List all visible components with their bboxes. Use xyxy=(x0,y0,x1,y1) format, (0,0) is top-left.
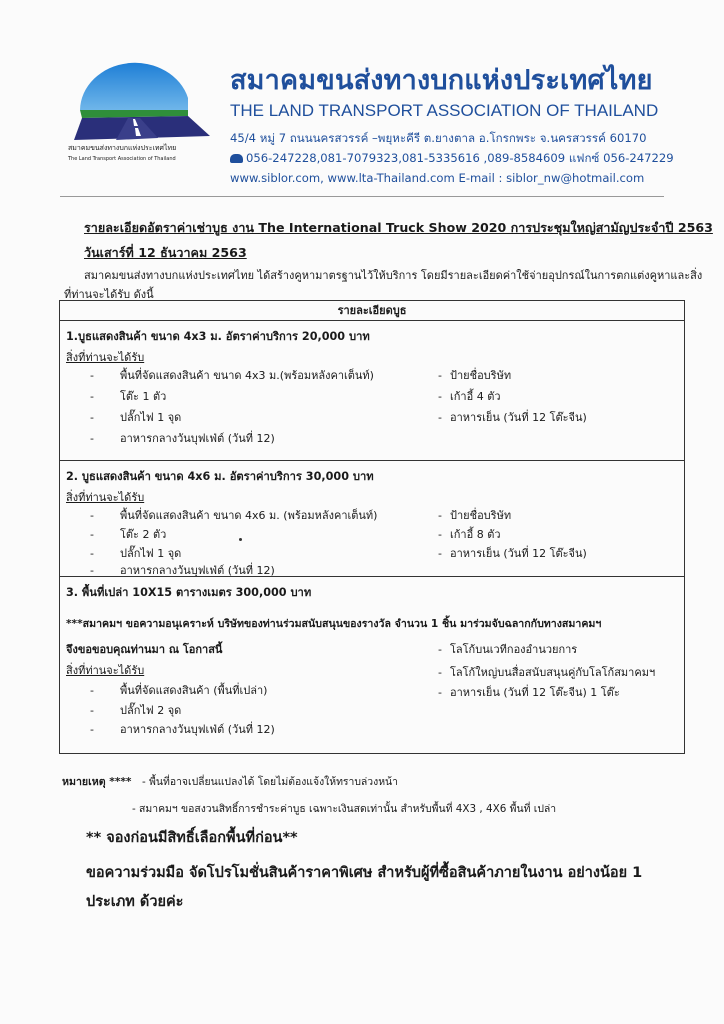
reserve-note: ** จองก่อนมีสิทธิ์เลือกพื้นที่ก่อน** xyxy=(86,830,298,846)
booth-section-1 xyxy=(59,320,685,461)
list-item: - อาหารกลางวันบุฟเฟ่ต์ (วันที่ 12) xyxy=(90,564,275,577)
scan-speck xyxy=(239,538,242,541)
phone-line xyxy=(230,150,674,168)
address: 45/4 หมู่ 7 ถนนนครสวรรค์ –พยุหะคีรี ต.ยางตาล อ.โกรกพระ จ.นครสวรรค์ 60170 xyxy=(230,131,647,145)
list-item: - พื้นที่จัดแสดงสินค้า ขนาด 4x6 ม. (พร้อมหลังคาเต็นท์) xyxy=(90,509,378,522)
doc-date: วันเสาร์ที่ 12 ธันวาคม 2563 xyxy=(84,245,247,260)
logo-text-en: The Land Transport Association of Thailand xyxy=(68,156,176,162)
org-name-en: THE LAND TRANSPORT ASSOCIATION OF THAILAND xyxy=(230,101,659,120)
list-item: - อาหารเย็น (วันที่ 12 โต๊ะจีน) xyxy=(438,547,587,560)
list-item: - โลโก้ใหญ่บนสื่อสนับสนุนคู่กับโลโก้สมาคมฯ xyxy=(438,666,656,679)
section-title: 3. พื้นที่เปล่า 10X15 ตารางเมตร 300,000 บาท xyxy=(66,586,312,599)
doc-title: รายละเอียดอัตราค่าเช่าบูธ งาน The International Truck Show 2020 การประชุมใหญ่สามัญประจำปี 2563 xyxy=(84,220,713,235)
list-item: - เก้าอี้ 8 ตัว xyxy=(438,528,501,541)
list-item: - อาหารเย็น (วันที่ 12 โต๊ะจีน) xyxy=(438,411,587,424)
web-email: www.siblor.com, www.lta-Thailand.com E-mail : siblor_nw@hotmail.com xyxy=(230,171,645,185)
intro-paragraph: สมาคมขนส่งทางบกแห่งประเทศไทย ได้สร้างคูหามาตรฐานไว้ให้บริการ โดยมีรายละเอียดค่าใช้จ่ายอุปกรณ์ในการตกแต่งคูหาและสิ่งที่ท่านจะได้รับ ดังนี้ xyxy=(64,269,703,301)
list-item: - โต๊ะ 1 ตัว xyxy=(90,390,167,403)
list-item: - ป้ายชื่อบริษัท xyxy=(438,509,512,522)
promo-line-1: ขอความร่วมมือ จัดโปรโมชั่นสินค้าราคาพิเศษ สำหรับผู้ที่ซื้อสินค้าภายในงาน อย่างน้อย 1 xyxy=(86,865,643,881)
list-item: - พื้นที่จัดแสดงสินค้า (พื้นที่เปล่า) xyxy=(90,684,268,697)
phone-numbers: 056-247228,081-7079323,081-5335616 ,089-8584609 แฟกซ์ 056-247229 xyxy=(246,151,674,165)
list-item: - พื้นที่จัดแสดงสินค้า ขนาด 4x3 ม.(พร้อมหลังคาเต็นท์) xyxy=(90,369,374,382)
benefits-label: สิ่งที่ท่านจะได้รับ xyxy=(66,491,145,504)
booth-section-3 xyxy=(59,576,685,754)
sponsor-request: ***สมาคมฯ ขอความอนุเคราะห์ บริษัทของท่านร่วมสนับสนุนของรางวัล จำนวน 1 ชิ้น มาร่วมจับฉลากกับทางสมาคมฯ xyxy=(66,618,602,630)
note-label: หมายเหตุ **** xyxy=(62,776,132,788)
benefits-label: สิ่งที่ท่านจะได้รับ xyxy=(66,351,145,364)
booth-section-2 xyxy=(59,460,685,577)
list-item: - ปลั๊กไฟ 2 จุด xyxy=(90,704,182,717)
thanks-text: จึงขอขอบคุณท่านมา ณ โอกาสนี้ xyxy=(66,643,223,656)
promo-line-2: ประเภท ด้วยค่ะ xyxy=(86,894,184,910)
association-logo xyxy=(60,58,220,168)
phone-icon xyxy=(230,154,243,163)
header-divider xyxy=(60,196,664,197)
list-item: - อาหารเย็น (วันที่ 12 โต๊ะจีน) 1 โต๊ะ xyxy=(438,686,620,699)
table-header: รายละเอียดบูธ xyxy=(59,300,685,321)
section-title: 2. บูธแสดงสินค้า ขนาด 4x6 ม. อัตราค่าบริการ 30,000 บาท xyxy=(66,470,374,483)
list-item: - เก้าอี้ 4 ตัว xyxy=(438,390,501,403)
section-title: 1.บูธแสดงสินค้า ขนาด 4x3 ม. อัตราค่าบริการ 20,000 บาท xyxy=(66,330,370,343)
note-2: - สมาคมฯ ขอสงวนสิทธิ์การชำระค่าบูธ เฉพาะเงินสดเท่านั้น สำหรับพื้นที่ 4X3 , 4X6 พื้นที่ เปล่า xyxy=(132,803,557,815)
list-item: - ปลั๊กไฟ 1 จุด xyxy=(90,547,182,560)
note-1: - พื้นที่อาจเปลี่ยนแปลงได้ โดยไม่ต้องแจ้งให้ทราบล่วงหน้า xyxy=(142,776,398,788)
benefits-label: สิ่งที่ท่านจะได้รับ xyxy=(66,664,145,677)
list-item: - ปลั๊กไฟ 1 จุด xyxy=(90,411,182,424)
list-item: - อาหารกลางวันบุฟเฟ่ต์ (วันที่ 12) xyxy=(90,432,275,445)
logo-text-th: สมาคมขนส่งทางบกแห่งประเทศไทย xyxy=(68,144,177,152)
org-name-th: สมาคมขนส่งทางบกแห่งประเทศไทย xyxy=(230,65,653,96)
list-item: - โต๊ะ 2 ตัว xyxy=(90,528,167,541)
list-item: - อาหารกลางวันบุฟเฟ่ต์ (วันที่ 12) xyxy=(90,723,275,736)
list-item: - ป้ายชื่อบริษัท xyxy=(438,369,512,382)
list-item: - โลโก้บนเวทีกองอำนวยการ xyxy=(438,643,578,656)
